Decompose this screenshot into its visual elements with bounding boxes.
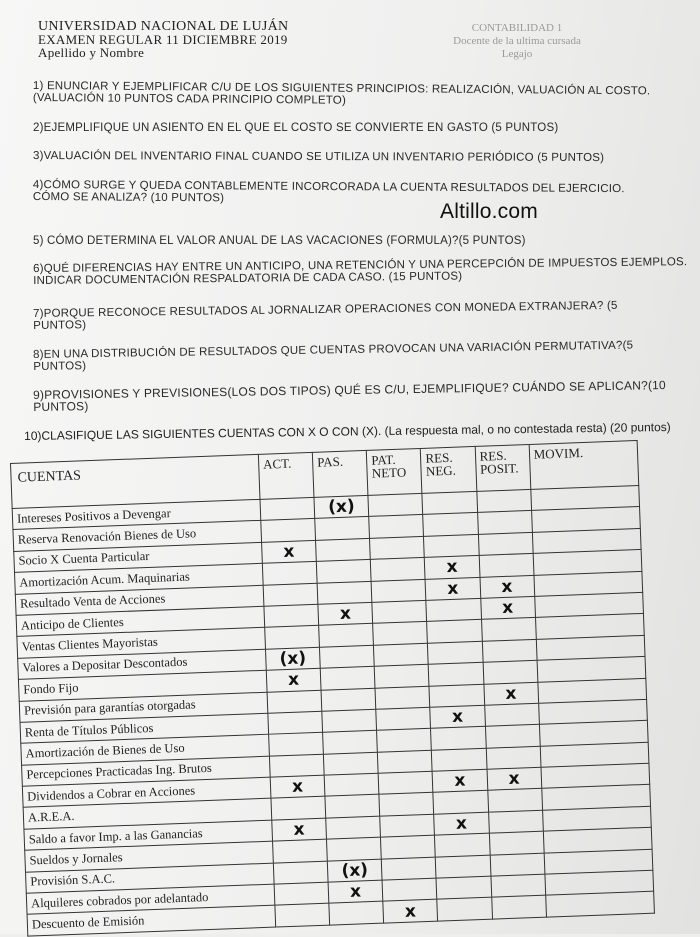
classification-table <box>10 440 655 937</box>
mark-cell-pat-neto <box>377 729 432 752</box>
mark-cell-pas <box>324 773 379 796</box>
header-pat-neto: PAT. NETO <box>366 448 422 495</box>
mark-cell-pas: x <box>318 602 373 625</box>
account-name: Provisión S.A.C. <box>25 863 273 893</box>
question-1: 1) ENUNCIAR Y EJEMPLIFICAR C/U DE LOS SIGUIENTES PRINCIPIOS: REALIZACIÓN, VALUACIÓN AL COSTO. (VALUACIÓN 10 PUNTOS CADA PRINCIPIO COMPLETO) <box>32 80 651 107</box>
mark-cell-pat-neto <box>374 664 429 687</box>
mark-cell-act <box>272 839 327 862</box>
mark-cell-res-neg <box>427 620 482 643</box>
mark-cell-act <box>271 797 326 820</box>
mark-cell-res-posit <box>485 725 540 748</box>
classification-table-wrapper <box>10 439 669 936</box>
mark-cell-act: x <box>261 540 316 563</box>
mark-cell-act <box>275 904 330 927</box>
mark-cell-res-neg <box>426 598 481 621</box>
account-name: Renta de Títulos Públicos <box>20 713 268 743</box>
mark-cell-res-posit <box>489 831 544 854</box>
mark-cell-pat-neto <box>380 814 435 837</box>
question-4: 4)CÓMO SURGE Y QUEDA CONTABLEMENTE INCORCORADA LA CUENTA RESULTADOS DEL EJERCICIO. CÓMO SE ANALIZA? (10 PUNTOS) <box>32 179 625 205</box>
account-name: Amortización Acum. Maquinarias <box>15 563 263 593</box>
question-2: 2)EJEMPLIFIQUE UN ASIENTO EN EL QUE EL COSTO SE CONVIERTE EN GASTO (5 PUNTOS) <box>33 122 559 134</box>
mark-cell-res-posit: x <box>487 767 542 790</box>
mark-cell-act <box>269 754 324 777</box>
account-name: Previsión para garantías otorgadas <box>19 692 267 722</box>
mark-cell-act <box>262 562 317 585</box>
mark-cell-pat-neto <box>381 835 436 858</box>
question-6: 6)QUÉ DIFERENCIAS HAY ENTRE UN ANTICIPO, UNA RETENCIÓN Y UNA PERCEPCIÓN DE IMPUESTOS EJEMPLOS. INDICAR DOCUMENTACIÓN RESPALDATORIA DE CADA CASO. (15 PUNTOS) <box>33 256 688 287</box>
mark-cell-act <box>264 604 319 627</box>
mark-cell-pat-neto <box>375 686 430 709</box>
header-pas: PAS. <box>312 450 368 497</box>
watermark: Altillo.com <box>440 200 538 223</box>
mark-cell-res-neg <box>429 684 484 707</box>
mark-cell-act <box>274 882 329 905</box>
mark-cell-act <box>260 497 315 520</box>
mark-cell-res-posit <box>482 639 537 662</box>
mark-cell-pas <box>320 666 375 689</box>
mark-cell-res-posit <box>490 874 545 897</box>
account-name: Socio X Cuenta Particular <box>14 542 262 572</box>
mark-cell-pas <box>326 816 381 839</box>
mark-cell-pas: (x) <box>314 495 369 518</box>
mark-cell-pat-neto <box>378 771 433 794</box>
mark-cell-res-neg <box>429 662 484 685</box>
teacher-field-label: Docente de la ultima cursada <box>453 35 581 47</box>
mark-cell-pas <box>323 752 378 775</box>
mark-cell-pat-neto <box>371 579 426 602</box>
account-name: Descuento de Emisión <box>27 906 275 936</box>
account-name: Resultado Venta de Acciones <box>15 585 263 615</box>
mark-cell-res-neg <box>424 534 479 557</box>
mark-cell-pas <box>323 731 378 754</box>
mark-cell-act <box>273 861 328 884</box>
mark-cell-pas <box>329 902 384 925</box>
mark-cell-act <box>268 733 323 756</box>
legajo-field-label: Legajo <box>501 48 533 60</box>
mark-cell-act <box>268 711 323 734</box>
mark-cell-res-posit: x <box>483 682 538 705</box>
account-name: Dividendos a Cobrar en Acciones <box>22 777 270 807</box>
question-7: 7)PORQUE RECONOCE RESULTADOS AL JORNALIZAR OPERACIONES CON MONEDA EXTRANJERA? (5 PUNTOS) <box>33 299 618 332</box>
account-name: Saldo a favor Imp. a las Ganancias <box>24 820 272 850</box>
university-name: UNIVERSIDAD NACIONAL DE LUJÁN <box>38 19 289 34</box>
mark-cell-res-neg: x <box>432 769 487 792</box>
mark-cell-pas <box>325 795 380 818</box>
mark-cell-pat-neto <box>374 643 429 666</box>
mark-cell-res-neg <box>436 855 491 878</box>
question-8: 8)EN UNA DISTRIBUCIÓN DE RESULTADOS QUE CUENTAS PROVOCAN UNA VARIACIÓN PERMUTATIVA?(5 PUNTOS) <box>33 339 634 373</box>
table-body <box>12 485 654 936</box>
mark-cell-pas: (x) <box>327 859 382 882</box>
account-name: Ventas Clientes Mayoristas <box>17 628 265 658</box>
header-res-neg: RES. NEG. <box>421 446 477 493</box>
mark-cell-res-posit <box>476 489 531 512</box>
mark-cell-res-neg: x <box>425 556 480 579</box>
mark-cell-res-neg <box>437 898 492 921</box>
mark-cell-res-neg <box>432 748 487 771</box>
account-name: Alquileres cobrados por adelantado <box>26 884 274 914</box>
mark-cell-res-neg <box>436 876 491 899</box>
mark-cell-pas <box>316 560 371 583</box>
mark-cell-res-posit <box>478 532 533 555</box>
mark-cell-act: (x) <box>265 647 320 670</box>
mark-cell-res-posit <box>477 511 532 534</box>
mark-cell-pas <box>321 688 376 711</box>
header-movim: MOVIM. <box>529 441 639 490</box>
mark-cell-pat-neto <box>381 857 436 880</box>
mark-cell-res-posit <box>479 554 534 577</box>
header-cuentas: CUENTAS <box>11 454 260 508</box>
mark-cell-pat-neto <box>370 536 425 559</box>
mark-cell-res-neg <box>435 833 490 856</box>
mark-cell-pat-neto <box>382 878 437 901</box>
mark-cell-res-posit <box>488 810 543 833</box>
mark-cell-res-posit <box>491 896 546 919</box>
question-10: 10)CLASIFIQUE LAS SIGUIENTES CUENTAS CON X O CON (X). (La respuesta mal, o no contestada resta) (20 puntos) <box>23 419 671 443</box>
account-name: Intereses Positivos a Devengar <box>12 499 260 529</box>
mark-cell-pas <box>315 517 370 540</box>
mark-cell-res-neg <box>423 513 478 536</box>
mark-cell-act <box>265 626 320 649</box>
mark-cell-pat-neto <box>376 707 431 730</box>
question-9: 9)PROVISIONES Y PREVISIONES(LOS DOS TIPOS) QUÉ ES C/U, EJEMPLIFIQUE? CUÁNDO SE APLICAN?(10 PUNTOS) <box>32 378 666 414</box>
mark-cell-res-posit <box>490 853 545 876</box>
mark-cell-pat-neto <box>372 600 427 623</box>
account-name: Sueldos y Jornales <box>25 841 273 871</box>
mark-cell-res-posit: x <box>480 596 535 619</box>
exam-title: EXAMEN REGULAR 11 DICIEMBRE 2019 <box>38 32 288 47</box>
mark-cell-res-posit <box>484 703 539 726</box>
account-name: Fondo Fijo <box>18 670 266 700</box>
mark-cell-act: x <box>272 818 327 841</box>
mark-cell-pas <box>327 837 382 860</box>
mark-cell-pat-neto <box>369 515 424 538</box>
mark-cell-pat-neto <box>370 558 425 581</box>
mark-cell-act <box>263 583 318 606</box>
account-name: Amortización de Bienes de Uso <box>21 735 269 765</box>
mark-cell-pat-neto <box>373 622 428 645</box>
exam-header <box>38 20 288 59</box>
mark-cell-pat-neto <box>378 750 433 773</box>
account-name: Reserva Renovación Bienes de Uso <box>13 521 261 551</box>
question-3: 3)VALUACIÓN DEL INVENTARIO FINAL CUANDO SE UTILIZA UN INVENTARIO PERIÓDICO (5 PUNTOS) <box>32 150 605 164</box>
account-name: Valores a Depositar Descontados <box>18 649 266 679</box>
mark-cell-act: x <box>270 775 325 798</box>
course-header <box>432 22 602 61</box>
mark-cell-res-posit <box>487 789 542 812</box>
account-name: Anticipo de Clientes <box>16 606 264 636</box>
mark-cell-pas <box>319 645 374 668</box>
question-5: 5) CÓMO DETERMINA EL VALOR ANUAL DE LAS VACACIONES (FORMULA)?(5 PUNTOS) <box>33 235 526 247</box>
mark-cell-res-neg <box>433 791 488 814</box>
mark-cell-res-neg <box>422 491 477 514</box>
mark-cell-pat-neto <box>379 793 434 816</box>
name-field-label: Apellido y Nombre <box>38 45 145 60</box>
mark-cell-res-neg: x <box>430 705 485 728</box>
mark-cell-res-neg: x <box>434 812 489 835</box>
mark-cell-res-posit <box>481 618 536 641</box>
mark-cell-act <box>267 690 322 713</box>
header-act: ACT. <box>258 452 314 499</box>
course-name: CONTABILIDAD 1 <box>471 22 563 34</box>
mark-cell-pat-neto: x <box>383 900 438 923</box>
mark-cell-res-neg: x <box>425 577 480 600</box>
mark-cell-pas: x <box>328 880 383 903</box>
mark-cell-act <box>261 519 316 542</box>
mark-cell-pas <box>319 624 374 647</box>
mark-cell-movim <box>545 892 654 917</box>
mark-cell-res-posit <box>483 660 538 683</box>
mark-cell-res-posit <box>486 746 541 769</box>
mark-cell-pat-neto <box>368 493 423 516</box>
mark-cell-act: x <box>266 668 321 691</box>
account-name: A.R.E.A. <box>23 799 271 829</box>
header-res-posit: RES. POSIT. <box>475 444 531 491</box>
mark-cell-res-neg <box>428 641 483 664</box>
mark-cell-pas <box>322 709 377 732</box>
mark-cell-res-neg <box>431 727 486 750</box>
mark-cell-res-posit: x <box>479 575 534 598</box>
account-name: Percepciones Practicadas Ing. Brutos <box>22 756 270 786</box>
mark-cell-pas <box>316 538 371 561</box>
mark-cell-pas <box>317 581 372 604</box>
